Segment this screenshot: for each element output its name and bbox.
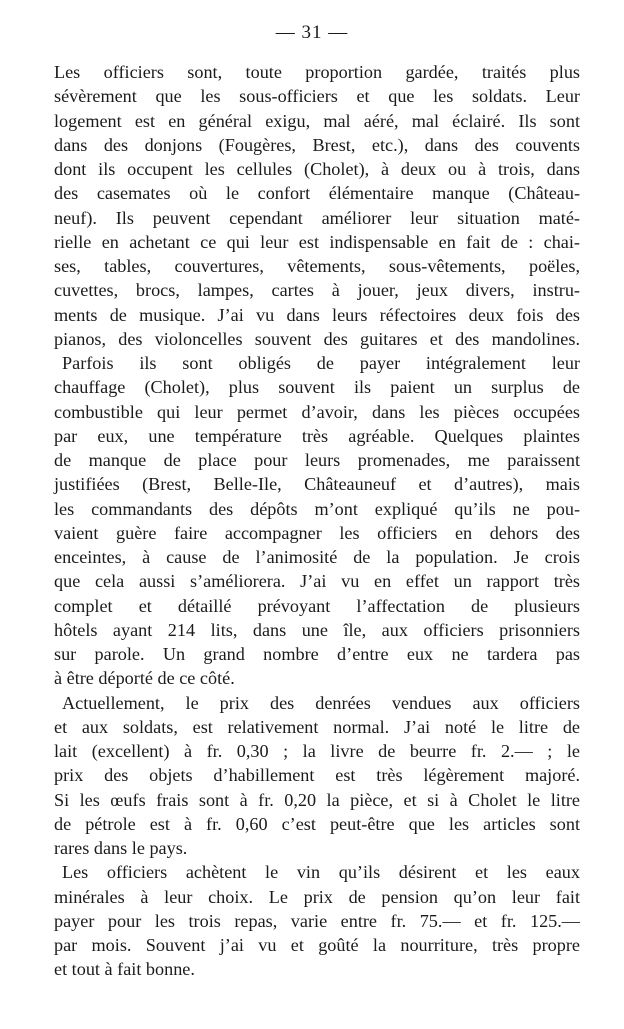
text-line: Les officiers achètent le vin qu’ils désirent et les eaux bbox=[62, 862, 580, 883]
text-line: Les officiers sont, toute proportion gardée, traités plus bbox=[54, 62, 580, 82]
text-line: des casemates où le confort élémentaire manque (Château- bbox=[54, 183, 580, 204]
text-line: payer pour les trois repas, varie entre fr. 75.— et fr. 125.— bbox=[54, 910, 580, 931]
text-line: minérales à leur choix. Le prix de pension qu’on leur fait bbox=[54, 886, 580, 907]
text-line: lait (excellent) à fr. 0,30 ; la livre de beurre fr. 2.— ; le bbox=[54, 741, 580, 761]
text-line: ses, tables, couvertures, vêtements, sous-vêtements, poëles, bbox=[54, 256, 580, 276]
text-line: de manque de place pour leurs promenades, me paraissent bbox=[54, 450, 580, 470]
text-line: prix des objets d’habillement est très légèrement majoré. bbox=[54, 765, 580, 786]
text-line: et aux soldats, est relativement normal. J’ai noté le litre de bbox=[54, 716, 580, 737]
text-line: Parfois ils sont obligés de payer intégralement leur bbox=[62, 353, 580, 373]
text-line: justifiées (Brest, Belle-Ile, Châteauneuf et d’autres), mais bbox=[54, 474, 580, 495]
text-line: vaient guère faire accompagner les officiers en dehors des bbox=[54, 522, 580, 543]
page-body bbox=[54, 60, 580, 982]
text-line: ments de musique. J’ai vu dans leurs réfectoires deux fois des bbox=[54, 304, 580, 325]
text-line: pianos, des violoncelles souvent des guitares et des mandolines. bbox=[54, 328, 580, 349]
text-line: chauffage (Cholet), plus souvent ils paient un surplus de bbox=[54, 377, 580, 398]
paragraph-1 bbox=[54, 60, 580, 351]
text-line: Si les œufs frais sont à fr. 0,20 la pièce, et si à Cholet le litre bbox=[54, 789, 580, 810]
text-line: combustible qui leur permet d’avoir, dans les pièces occupées bbox=[54, 401, 580, 422]
text-line: dans des donjons (Fougères, Brest, etc.), dans des couvents bbox=[54, 134, 580, 155]
text-line: et tout à fait bonne. bbox=[54, 959, 195, 980]
text-line: complet et détaillé prévoyant l’affectation de plusieurs bbox=[54, 595, 580, 616]
text-line: que cela aussi s’améliorera. J’ai vu en effet un rapport très bbox=[54, 571, 580, 592]
text-line: rares dans le pays. bbox=[54, 838, 188, 858]
text-line: par mois. Souvent j’ai vu et goûté la nourriture, très propre bbox=[54, 935, 580, 955]
text-line: par eux, une température très agréable. Quelques plaintes bbox=[54, 425, 580, 446]
text-line: rielle en achetant ce qui leur est indispensable en fait de : chai- bbox=[54, 231, 580, 252]
text-line: enceintes, à cause de l’animosité de la population. Je crois bbox=[54, 547, 580, 567]
text-line: les commandants des dépôts m’ont expliqué qu’ils ne pou- bbox=[54, 498, 580, 519]
text-line: sévèrement que les sous-officiers et que les soldats. Leur bbox=[54, 86, 580, 107]
page-number: — 31 — bbox=[275, 22, 349, 43]
text-line: Actuellement, le prix des denrées vendues aux officiers bbox=[62, 692, 580, 713]
text-line: cuvettes, brocs, lampes, cartes à jouer, jeux divers, instru- bbox=[54, 280, 580, 301]
paragraph-2 bbox=[54, 351, 580, 691]
text-line: de pétrole est à fr. 0,60 c’est peut-être que les articles sont bbox=[54, 813, 580, 834]
text-line: à être déporté de ce côté. bbox=[54, 668, 235, 689]
text-line: neuf). Ils peuvent cependant améliorer leur situation maté- bbox=[54, 207, 580, 228]
text-line: hôtels ayant 214 lits, dans une île, aux officiers prisonniers bbox=[54, 619, 580, 640]
paragraph-3 bbox=[54, 691, 580, 861]
text-line: logement est en général exigu, mal aéré, mal éclairé. Ils sont bbox=[54, 110, 580, 131]
text-line: sur parole. Un grand nombre d’entre eux ne tardera pas bbox=[54, 644, 580, 664]
text-line: dont ils occupent les cellules (Cholet), à deux ou à trois, dans bbox=[54, 159, 580, 179]
paragraph-4 bbox=[54, 860, 580, 981]
